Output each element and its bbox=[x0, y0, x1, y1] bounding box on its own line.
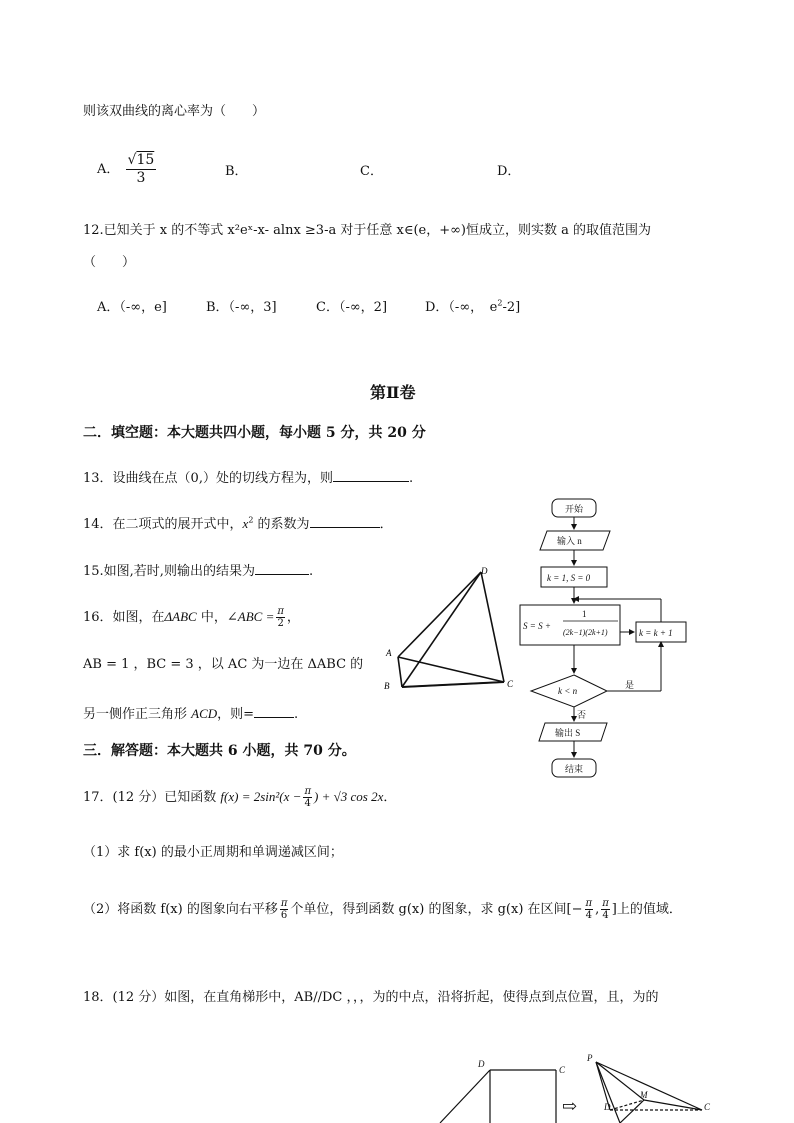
q14-var: x bbox=[242, 516, 249, 531]
flow-update-k-text: k = k + 1 bbox=[639, 628, 673, 638]
q17-int-den2: 4 bbox=[602, 910, 609, 921]
q12-d-suffix: -2] bbox=[502, 300, 521, 315]
q14-end: ． bbox=[379, 517, 393, 532]
q18-fig-label-c: C bbox=[559, 1065, 566, 1075]
q16-line1-end: ， bbox=[286, 610, 300, 625]
q13-text: 13．设曲线在点（0,）处的切线方程为，则 bbox=[83, 471, 333, 486]
q17-part2 bbox=[83, 898, 682, 921]
q13-blank bbox=[333, 468, 409, 482]
q17-int-den1: 4 bbox=[585, 910, 592, 921]
tetra-label-a: A bbox=[386, 648, 392, 658]
q13 bbox=[83, 468, 413, 487]
q16-pi: π bbox=[277, 606, 284, 617]
q17-stem-pre: 17．(12 分）已知函数 bbox=[83, 790, 221, 805]
flow-update-s-den: (2k−1)(2k+1) bbox=[563, 628, 608, 637]
flow-output-text: 输出 S bbox=[555, 728, 581, 738]
q17-stem bbox=[83, 786, 396, 809]
q11-option-a-value: $\frac{√15}{3}$ bbox=[127, 152, 155, 186]
q17-shift-frac bbox=[280, 898, 289, 921]
q14-text-pre: 14．在二项式的展开式中， bbox=[83, 517, 243, 532]
section3-heading: 三．解答题：本大题共 6 小题，共 70 分。 bbox=[83, 743, 356, 759]
q17-int-num1: π bbox=[585, 898, 593, 909]
q12-option-d bbox=[425, 300, 520, 316]
q16-blank bbox=[254, 704, 294, 718]
q17-part2-pre: （2）将函数 f(x) 的图象向右平移 bbox=[83, 902, 278, 917]
q12-option-a: A．（-∞，e] bbox=[97, 300, 167, 315]
section2-heading: 二．填空题：本大题共四小题，每小题 5 分，共 20 分 bbox=[83, 425, 426, 441]
q17-func: f(x) = 2sin²(x − bbox=[220, 789, 302, 804]
flow-yes-label: 是 bbox=[625, 680, 635, 690]
flow-start-text: 开始 bbox=[565, 504, 584, 514]
q17-int-frac1 bbox=[585, 898, 594, 921]
q17-part2-mid: 个单位，得到函数 g(x) 的图象，求 g(x) 在区间[− bbox=[290, 902, 583, 917]
q18-fig-label-d: D bbox=[478, 1059, 485, 1069]
flow-update-s-num: 1 bbox=[582, 609, 587, 619]
q17-int-frac2 bbox=[601, 898, 610, 921]
flow-cond-text: k < n bbox=[558, 686, 578, 696]
q15-text: 15.如图,若时,则输出的结果为 bbox=[83, 564, 255, 579]
flow-init-text: k = 1, S = 0 bbox=[547, 573, 591, 583]
q11-option-a-label: A． bbox=[97, 162, 120, 177]
tetra-label-b: B bbox=[384, 681, 390, 691]
flow-end-text: 结束 bbox=[565, 764, 584, 774]
q16-line3 bbox=[83, 704, 298, 723]
q18-fig-label-m: M bbox=[640, 1090, 648, 1100]
q16-line3-mid: ，则= bbox=[217, 707, 255, 722]
q12-option-b: B．（-∞，3] bbox=[206, 300, 277, 315]
q18-fig-label-d2: D bbox=[604, 1102, 611, 1112]
q14-blank bbox=[310, 514, 380, 528]
q16-line1 bbox=[83, 606, 300, 629]
q11-options bbox=[97, 152, 697, 187]
q11-option-c: C． bbox=[360, 164, 383, 179]
q18-fig-label-c2: C bbox=[704, 1102, 711, 1112]
tetra-label-d: D bbox=[481, 566, 488, 576]
q16-line1-pre: 16．如图，在 bbox=[83, 610, 165, 625]
q11-sqrt-15: 15 bbox=[136, 152, 155, 168]
q14-exp: 2 bbox=[248, 515, 254, 525]
q15 bbox=[83, 561, 313, 580]
q15-end: . bbox=[308, 564, 314, 579]
q16-two: 2 bbox=[277, 618, 284, 629]
q16-angle: ∠ABC = bbox=[226, 609, 275, 624]
q12-d-sup: 2 bbox=[497, 298, 503, 308]
q17-int-num2: π bbox=[602, 898, 609, 909]
flowchart-figure bbox=[515, 495, 695, 780]
q17-shift-num: π bbox=[280, 898, 288, 909]
flow-no-label: 否 bbox=[577, 710, 587, 720]
q12-option-c: C．（-∞，2] bbox=[316, 300, 388, 315]
q16-tri: ΔABC bbox=[164, 609, 197, 624]
q16-line3-pre: 另一侧作正三角形 bbox=[83, 707, 192, 722]
flow-input-text: 输入 n bbox=[557, 536, 582, 546]
tetrahedron-figure bbox=[380, 560, 520, 695]
q17-pi: π bbox=[304, 786, 312, 797]
q12-stem-line2: （ ） bbox=[83, 255, 136, 270]
q18-fig-arrow: ⇨ bbox=[562, 1096, 578, 1116]
q17-part1: （1）求 f(x) 的最小正周期和单调递减区间； bbox=[83, 845, 343, 860]
q11-stem: 则该双曲线的离心率为（ ） bbox=[83, 104, 266, 119]
q17-shift-den: 6 bbox=[280, 910, 288, 921]
q14 bbox=[83, 514, 393, 533]
q16-acd: ACD bbox=[191, 706, 218, 721]
q11-option-d: D． bbox=[497, 164, 521, 179]
q18-figure bbox=[430, 1050, 730, 1123]
q16-line2: AB = 1 ，BC = 3 ，以 AC 为一边在 ΔABC 的 bbox=[83, 657, 364, 672]
q16-pi-over-2 bbox=[276, 606, 285, 629]
q12-d-prefix: D．（-∞， e bbox=[425, 300, 498, 315]
q17-comma: , bbox=[595, 902, 600, 917]
q16-end: . bbox=[294, 707, 299, 722]
q13-end: . bbox=[408, 471, 414, 486]
q18-fig-label-p: P bbox=[587, 1053, 593, 1063]
q17-part2-end: ]上的值域． bbox=[611, 902, 682, 917]
flow-update-s-text: S = S + bbox=[523, 621, 551, 631]
q17-pi-over-4 bbox=[303, 786, 312, 809]
tetra-label-c: C bbox=[507, 679, 514, 689]
q11-option-b: B． bbox=[225, 164, 248, 179]
q12-stem-line1: 12.已知关于 x 的不等式 x²eˣ-x- alnx ≥3-a 对于任意 x∈(e，+∞)恒成立，则实数 a 的取值范围为 bbox=[83, 223, 652, 238]
q16-line1-mid: 中， bbox=[196, 610, 227, 625]
q17-end: ． bbox=[383, 790, 397, 805]
q14-text-post: 的系数为 bbox=[253, 517, 310, 532]
q11-den-3: 3 bbox=[136, 170, 146, 186]
q18-stem: 18．(12 分）如图，在直角梯形中，AB//DC ，，，为的中点，沿将折起，使得点到点位置，且，为的 bbox=[83, 990, 659, 1005]
q17-four: 4 bbox=[304, 798, 311, 809]
part2-title: 第Ⅱ卷 bbox=[370, 383, 416, 402]
q15-blank bbox=[255, 561, 309, 575]
q17-func-tail: ) + √3 cos 2x bbox=[314, 789, 384, 804]
